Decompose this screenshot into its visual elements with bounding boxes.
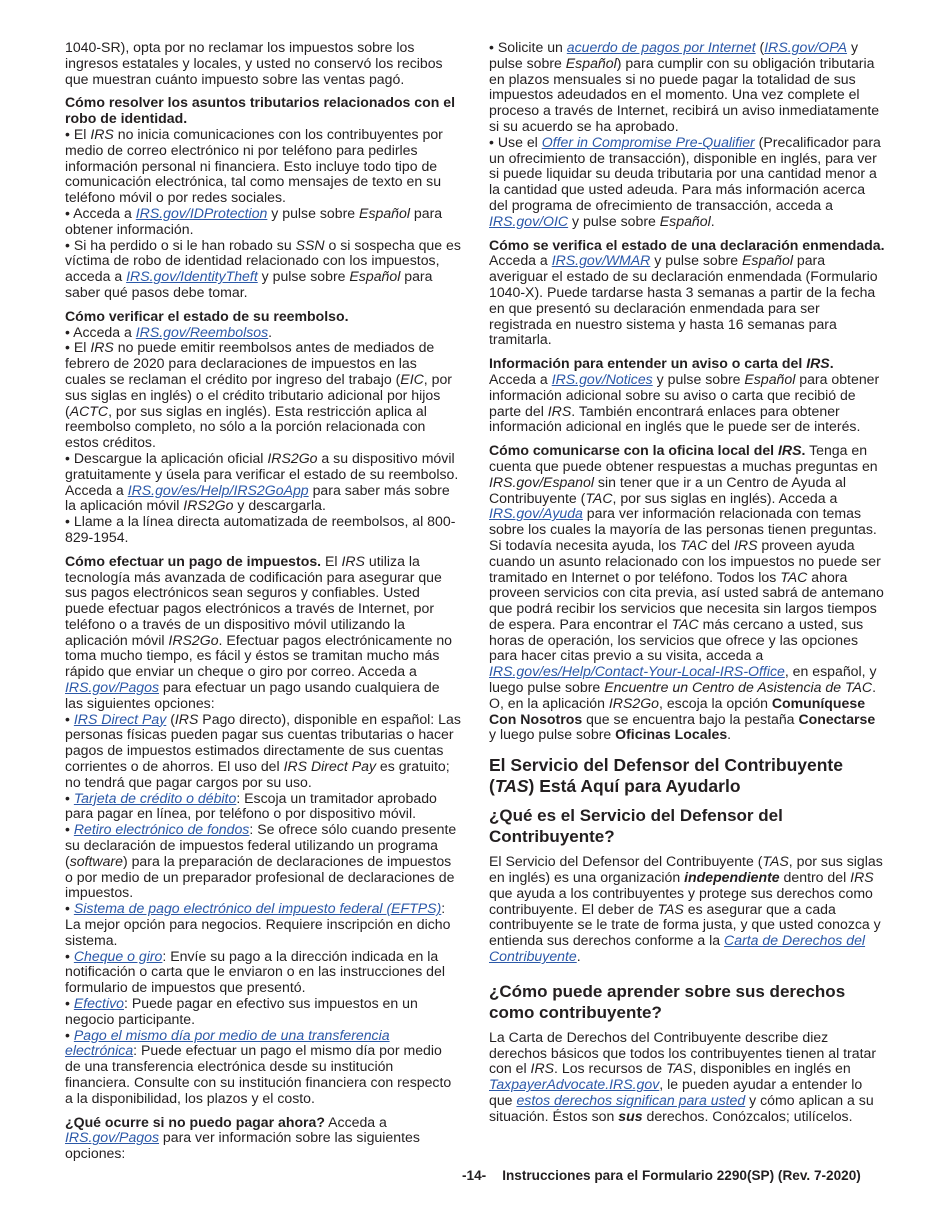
cantpay-options: [489, 40, 885, 230]
ayuda-link[interactable]: IRS.gov/Ayuda: [489, 505, 583, 522]
payment-option-check: • Cheque o giro: Envíe su pago a la dirección indicada en la notificación o carta que le enviaron o en las instrucciones del formulario de impuestos que presentó.: [65, 947, 445, 996]
page-number: -14-: [462, 1168, 487, 1183]
amended-section: Cómo se verifica el estado de una declaración enmendada. Acceda a IRS.gov/WMAR y pulse sobre Español para averiguar el estado de su declaración enmendada (Formulario 1040-X). Puede tardarse hasta 3 semanas a partir de la fecha en que presentó su declaración enmendada para ser registrada en nuestro sistema y hasta 16 semanas para tramitarla.: [489, 236, 885, 348]
direct-pay-link[interactable]: IRS Direct Pay: [73, 710, 167, 727]
identity-heading: Cómo resolver los asuntos tributarios relacionados con el robo de identidad.: [65, 94, 456, 127]
footer-title: Instrucciones para el Formulario 2290(SP) (Rev. 7-2020): [502, 1168, 861, 1183]
local-office-link[interactable]: IRS.gov/es/Help/Contact-Your-Local-IRS-Office: [489, 663, 785, 680]
same-day-wire-link[interactable]: Pago el mismo día por medio de una transferencia electrónica: [65, 1026, 390, 1059]
cantpay-heading: ¿Qué ocurre si no puedo pagar ahora?: [65, 1113, 325, 1130]
idprotection-link[interactable]: IRS.gov/IDProtection: [135, 204, 268, 221]
pagos-link[interactable]: IRS.gov/Pagos: [65, 679, 160, 696]
taxpayer-advocate-link[interactable]: TaxpayerAdvocate.IRS.gov: [489, 1076, 660, 1093]
payment-option-card: • Tarjeta de crédito o débito: Escoja un tramitador aprobado para pagar en línea, por teléfono o por dispositivo móvil.: [65, 789, 437, 822]
refund-bullet-2: • El IRS no puede emitir reembolsos antes de mediados de febrero de 2020 para declaraciones de impuestos en las cuales se reclaman el crédito por ingreso del trabajo (EIC, por sus siglas en inglés) o el crédito tributario adicional por hijos (ACTC, por sus siglas en inglés). Esta restricción aplica al reembolso completo, no sólo a la porción relacionada con estos créditos.: [65, 339, 452, 451]
identity-bullet-3: • Si ha perdido o si le han robado su SSN o si sospecha que es víctima de robo de identidad relacionado con los impuestos, acceda a IRS.gov/IdentityTheft y pulse sobre Español para saber qué pasos debe tomar.: [65, 236, 461, 300]
notice-section: Información para entender un aviso o carta del IRS. Acceda a IRS.gov/Notices y pulse sobre Español para obtener información adicional sobre su aviso o carta que recibió de parte del IRS. También encontrará enlaces para obtener información adicional en inglés que le puede ser de interés.: [489, 355, 880, 435]
cash-link[interactable]: Efectivo: [73, 995, 124, 1012]
rights-heading: ¿Cómo puede aprender sobre sus derechos como contribuyente?: [489, 981, 846, 1022]
payment-section: Cómo efectuar un pago de impuestos. El IRS utiliza la tecnología más avanzada de codificación para asegurar que sus pagos electrónicos sean seguros y confiables. Usted puede efectuar pagos electrónicos a través de Internet, por teléfono o a través de un dispositivo móvil utilizando la aplicación móvil IRS2Go. Efectuar pagos electrónicamente no toma mucho tiempo, es fácil y éstos se tramitan mucho más rápido que enviar un cheque o giro por correo. Acceda a IRS.gov/Pagos para efectuar un pago usando cualquiera de las siguientes opciones: • IRS Direct Pay (IRS Pago directo), disponible en español: Las personas físicas pueden pagar sus cuentas tributarias o hacer pagos de impuestos estimados directamente de sus cuentas corrientes o de ahorros. El uso del IRS Direct Pay es gratuito; no tendrá que pagar cargos por su uso. • Tarjeta de crédito o débito: Escoja un tramitador aprobado para pagar en línea, por teléfono o por dispositivo móvil. • Retiro electrónico de fondos: Se ofrece sólo cuando presente su declaración de impuestos federal utilizando un programa (software) para la preparación de declaraciones de impuestos o por medio de un preparador profesional de declaraciones de impuestos. • Sistema de pago electrónico del impuesto federal (EFTPS): La mejor opción para negocios. Requiere inscripción en dicho sistema. • Cheque o giro: Envíe su pago a la dirección indicada en la notificación o carta que le enviaron o en las instrucciones del formulario de impuestos que presentó. • Efectivo: Puede pagar en efectivo sus impuestos en un negocio participante. • Pago el mismo día por medio de una transferencia electrónica: Puede efectuar un pago el mismo día por medio de una transferencia electrónica desde su institución financiera. Consulte con su institución financiera con respecto a la disponibilidad, los plazos y el costo.: [65, 552, 461, 1106]
card-link[interactable]: Tarjeta de crédito o débito: [73, 789, 237, 806]
notices-link[interactable]: IRS.gov/Notices: [551, 370, 653, 387]
payment-option-cash: • Efectivo: Puede pagar en efectivo sus impuestos en un negocio participante.: [65, 995, 418, 1027]
payment-option-same-day: • Pago el mismo día por medio de una transferencia electrónica: Puede efectuar un pago el mismo día por medio de una transferencia electrónica desde su institución financiera. Consulte con su institución financiera con respecto a la disponibilidad, los plazos y el costo.: [65, 1026, 452, 1106]
reembolsos-link[interactable]: IRS.gov/Reembolsos: [135, 323, 269, 340]
opa-link[interactable]: IRS.gov/OPA: [764, 39, 848, 55]
identity-bullet-2: • Acceda a IRS.gov/IDProtection y pulse sobre Español para obtener información.: [65, 204, 443, 237]
what-is-tas-paragraph: El Servicio del Defensor del Contribuyente (TAS, por sus siglas en inglés) es una organización independiente dentro del IRS que ayuda a los contribuyentes y protege sus derechos como contribuyente. El deber de TAS es asegurar que a cada contribuyente se le trate de forma justa, y que usted conozca y entienda sus derechos conforme a la Carta de Derechos del Contribuyente.: [489, 853, 883, 965]
withdrawal-link[interactable]: Retiro electrónico de fondos: [73, 821, 250, 838]
rights-paragraph: La Carta de Derechos del Contribuyente describe diez derechos básicos que todos los contribuyentes tienen al tratar con el IRS. Los recursos de TAS, disponibles en inglés en TaxpayerAdvocate.IRS.gov, le pueden ayudar a entender lo que estos derechos significan para usted y cómo aplican a su situación. Éstos son sus derechos. Conózcalos; utilícelos.: [489, 1028, 877, 1124]
right-column: [489, 40, 885, 1133]
cantpay-pagos-link[interactable]: IRS.gov/Pagos: [65, 1129, 160, 1146]
cantpay-section: ¿Qué ocurre si no puedo pagar ahora? Acceda a IRS.gov/Pagos para ver información sobre las siguientes opciones:: [65, 1113, 420, 1162]
payment-option-withdrawal: • Retiro electrónico de fondos: Se ofrece sólo cuando presente su declaración de impuestos federal utilizando un programa (software) para la preparación de declaraciones de impuestos o por medio de un preparador profesional de declaraciones de impuestos.: [65, 821, 457, 901]
payment-option-eftps: • Sistema de pago electrónico del impuesto federal (EFTPS): La mejor opción para negocios. Requiere inscripción en dicho sistema.: [65, 900, 451, 948]
oic-link[interactable]: IRS.gov/OIC: [489, 212, 569, 229]
intro-paragraph: 1040-SR), opta por no reclamar los impuestos sobre los ingresos estatales y locales, y usted no conservó los recibos que muestran cuánto impuesto sobre las ventas pagó.: [65, 39, 443, 87]
payment-heading: Cómo efectuar un pago de impuestos.: [65, 552, 322, 569]
refund-bullet-1: • Acceda a IRS.gov/Reembolsos.: [65, 323, 273, 340]
notice-heading: Información para entender un aviso o carta del IRS.: [489, 355, 834, 372]
eftps-link[interactable]: Sistema de pago electrónico del impuesto federal (EFTPS): [73, 900, 442, 917]
identity-bullet-1: • El IRS no inicia comunicaciones con los contribuyentes por medio de correo electrónico ni por teléfono para pedirles información personal ni financiera. Esto incluye todo tipo de comunicación electrónica, tal como mensajes de texto en su teléfono móvil o por redes sociales.: [65, 125, 443, 206]
bill-of-rights-link[interactable]: Carta de Derechos del Contribuyente: [489, 932, 866, 965]
refund-bullet-4: • Llame a la línea directa automatizada de reembolsos, al 800-829-1954.: [65, 513, 456, 545]
identitytheft-link[interactable]: IRS.gov/IdentityTheft: [126, 268, 258, 285]
local-office-section: Cómo comunicarse con la oficina local del IRS. Tenga en cuenta que puede obtener respuestas a muchas preguntas en IRS.gov/Espanol sin tener que ir a un Centro de Ayuda al Contribuyente (TAC, por sus siglas en inglés). Acceda a IRS.gov/Ayuda para ver información relacionada con temas sobre los cuales la mayoría de las personas tienen preguntas. Si todavía necesita ayuda, los TAC del IRS proveen ayuda cuando un asunto relacionado con los impuestos no puede ser tramitado en Internet o por teléfono. Todos los TAC ahora proveen servicios con cita previa, así usted sabrá de antemano que podrá recibir los servicios que necesita sin largos tiempos de espera. Para encontrar el TAC más cercano a usted, sus horas de operación, los servicios que ofrece y las opciones para hacer citas previo a su visita, acceda a IRS.gov/es/Help/Contact-Your-Local-IRS-Office, en español, y luego pulse sobre Encuentre un Centro de Asistencia de TAC. O, en la aplicación IRS2Go, escoja la opción Comuníquese Con Nosotros que se encuentra bajo la pestaña Conectarse y luego pulse sobre Oficinas Locales.: [489, 442, 884, 743]
irs2goapp-link[interactable]: IRS.gov/es/Help/IRS2GoApp: [127, 481, 309, 498]
refund-section: [65, 309, 461, 546]
opa-agreement-link[interactable]: acuerdo de pagos por Internet: [566, 39, 756, 55]
local-office-heading: Cómo comunicarse con la oficina local del IRS.: [489, 442, 806, 459]
page-footer: [462, 1168, 861, 1183]
amended-heading: Cómo se verifica el estado de una declaración enmendada.: [489, 236, 885, 253]
check-link[interactable]: Cheque o giro: [73, 947, 163, 964]
refund-bullet-3: • Descargue la aplicación oficial IRS2Go a su dispositivo móvil gratuitamente y úsela para verificar el estado de su reembolso. Acceda a IRS.gov/es/Help/IRS2GoApp para saber más sobre la aplicación móvil IRS2Go y descargarla.: [65, 449, 459, 514]
cantpay-option-2: • Use el Offer in Compromise Pre-Qualifier (Precalificador para un ofrecimiento de transacción), disponible en inglés, para ver si puede liquidar su deuda tributaria por una cantidad menor a la cantidad que usted adeuda. Para más información acerca del programa de ofrecimiento de transacción, acceda a IRS.gov/OIC y pulse sobre Español.: [489, 133, 881, 229]
oic-prequalifier-link[interactable]: Offer in Compromise Pre-Qualifier: [541, 133, 755, 150]
wmar-link[interactable]: IRS.gov/WMAR: [551, 252, 651, 269]
rights-meaning-link[interactable]: estos derechos significan para usted: [516, 1092, 746, 1109]
cantpay-option-1: • Solicite un acuerdo de pagos por Internet (IRS.gov/OPA y pulse sobre Español) para cumplir con su obligación tributaria en plazos mensuales si no puede pagar la totalidad de sus impuestos adeudados en el momento. Una vez complete el proceso a través de Internet, recibirá un aviso inmediatamente si su acuerdo se ha aprobado.: [489, 39, 880, 134]
identity-section: [65, 95, 461, 300]
payment-option-direct-pay: • IRS Direct Pay (IRS Pago directo), disponible en español: Las personas físicas pueden pagar sus cuentas tributarias o hacer pagos de impuestos estimados directamente de sus cuentas corrientes o de ahorros. El uso del IRS Direct Pay es gratuito; no tendrá que pagar cargos por su uso.: [65, 710, 461, 790]
tas-heading: El Servicio del Defensor del Contribuyente (TAS) Está Aquí para Ayudarlo: [489, 755, 843, 797]
what-is-tas-heading: ¿Qué es el Servicio del Defensor del Contribuyente?: [489, 806, 783, 847]
left-column: [65, 40, 461, 1170]
refund-heading: Cómo verificar el estado de su reembolso.: [65, 307, 349, 324]
